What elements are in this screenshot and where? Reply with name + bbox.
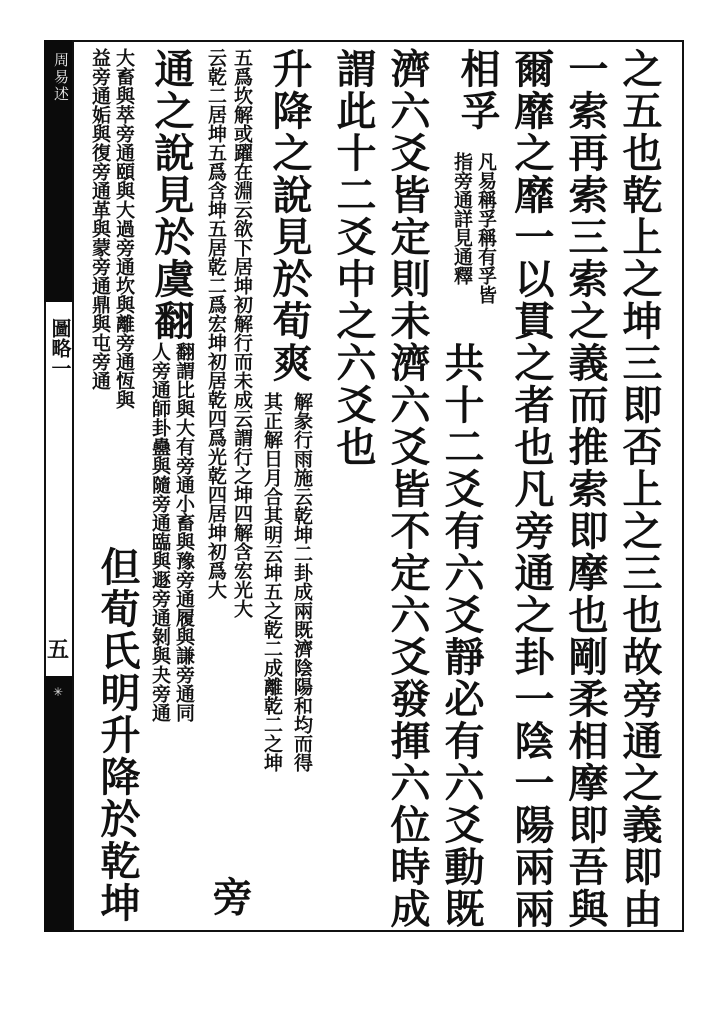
- text-column-4: 相孚: [454, 48, 501, 132]
- margin-rule: [72, 40, 74, 932]
- annotation-column-6: 云乾二居坤五爲含坤五居乾二爲宏坤初居乾四爲光乾四居坤初爲大: [205, 48, 227, 599]
- text-column-4-continued: 共十二爻有六爻靜必有六爻動既: [438, 342, 485, 930]
- text-column-6: 謂此十二爻中之六爻也: [330, 48, 377, 468]
- annotation-column-2: 指旁通詳見通釋: [451, 152, 473, 285]
- annotation-column-1: 凡易稱孚稱有孚皆: [475, 152, 497, 304]
- chapter-label: 圖略一: [48, 318, 72, 378]
- text-column-3: 爾靡之靡一以貫之者也凡旁通之卦一陰一陽兩兩: [508, 48, 555, 930]
- annotation-column-4: 其正解日月合其明云坤五之乾二成離乾二之坤: [261, 392, 283, 772]
- fish-tail-bottom: [44, 676, 72, 932]
- text-column-7: 升降之說見於荀爽: [266, 48, 313, 384]
- text-column-2: 一索再索三索之義而推索即摩也剛柔相摩即吾與: [562, 48, 609, 930]
- text-column-8: 通之說見於虞翻: [148, 48, 195, 342]
- annotation-column-7: 翻謂比與大有旁通小畜與豫旁通履與謙旁通同: [173, 342, 195, 722]
- page-number: 五: [46, 637, 69, 663]
- text-column-9: 但荀氏明升降於乾坤: [94, 546, 141, 924]
- text-column-marker: 旁: [206, 876, 253, 918]
- annotation-column-3: 解彖行雨施云乾坤二卦成兩既濟陰陽和均而得: [291, 392, 313, 772]
- fish-ornament-icon: ✳: [52, 685, 64, 699]
- text-column-5: 濟六爻皆定則未濟六爻皆不定六爻發揮六位時成: [384, 48, 431, 930]
- annotation-column-8: 人旁通師卦蠱與隨旁通臨與遯旁通剝與夬旁通: [149, 342, 171, 722]
- annotation-column-10: 益旁通姤與復旁通革與蒙旁通鼎與屯旁通: [89, 48, 111, 390]
- book-title: 周易述: [52, 52, 70, 103]
- text-column-1: 之五也乾上之坤三即否上之三也故旁通之義即由: [616, 48, 663, 930]
- annotation-column-5: 五爲坎解或躍在淵云欲下居坤初解行而未成云謂行之坤四解含宏光大: [231, 48, 253, 618]
- annotation-column-9: 大畜與萃旁通頤與大過旁通坎與離旁通恆與: [113, 48, 135, 409]
